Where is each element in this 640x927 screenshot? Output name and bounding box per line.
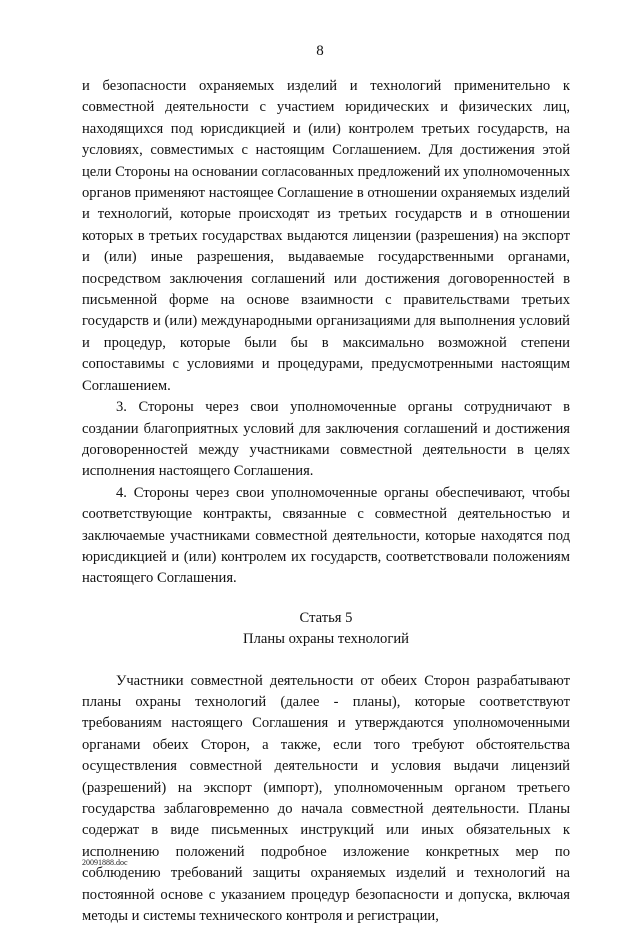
article-heading xyxy=(82,608,570,651)
document-body xyxy=(82,76,570,927)
paragraph-article-5-body: Участники совместной деятельности от обеих Сторон разрабатывают планы охраны технологий (далее - планы), которые соответствуют требованиям настоящего Соглашения и утверждаются уполномоченными органами обеих Сторон, а также, если того требуют обстоятельства осуществления совместной деятельности и условия выдачи лицензий (разрешений) на экспорт (импорт), уполномоченным органом третьего государства заблаговременно до начала совместной деятельности. Планы содержат в виде письменных инструкций или иных обязательных к исполнению положений подробное изложение конкретных мер по соблюдению требований защиты охраняемых изделий и технологий на постоянной основе с указанием процедур безопасности и допуска, включая методы и системы технического контроля и регистрации, xyxy=(82,672,570,925)
spacer xyxy=(82,651,570,671)
article-number: Статья 5 xyxy=(299,609,353,626)
page-number: 8 xyxy=(316,43,324,59)
paragraph-continuation: и безопасности охраняемых изделий и технологий применительно к совместной деятельности с участием юридических и физических лиц, находящихся под юрисдикцией и (или) контролем третьих государств, на условиях, совместимых с настоящим Соглашением. Для достижения этой цели Стороны на основании согласованных предложений их уполномоченных органов применяют настоящее Соглашение в отношении охраняемых изделий и технологий, которые происходят из третьих государств и в отношении которых в третьих государствах выдаются лицензии (разрешения) на экспорт и (или) иные разрешения, выдаваемые государственными органами, посредством заключения соглашений или достижения договоренностей в письменной форме на основе взаимности с правительствами третьих государств и (или) международными организациями для выполнения условий и процедур, которые были бы в максимально возможной степени сопоставимы с условиями и процедурами, предусмотренными настоящим Соглашением. xyxy=(82,78,570,394)
paragraph-clause-4: 4. Стороны через свои уполномоченные органы обеспечивают, чтобы соответствующие контракты, связанные с совместной деятельностью и заключаемые участниками совместной деятельности, которые находятся под юрисдикцией и (или) контролем их государств, соответствовали положениям настоящего Соглашения. xyxy=(82,484,570,587)
file-name-footer: 20091888.doc xyxy=(82,858,128,867)
paragraph-clause-3: 3. Стороны через свои уполномоченные органы сотрудничают в создании благоприятных условий для заключения соглашений и достижения договоренностей между участниками совместной деятельности в целях исполнения настоящего Соглашения. xyxy=(82,399,570,480)
article-title: Планы охраны технологий xyxy=(243,631,409,648)
